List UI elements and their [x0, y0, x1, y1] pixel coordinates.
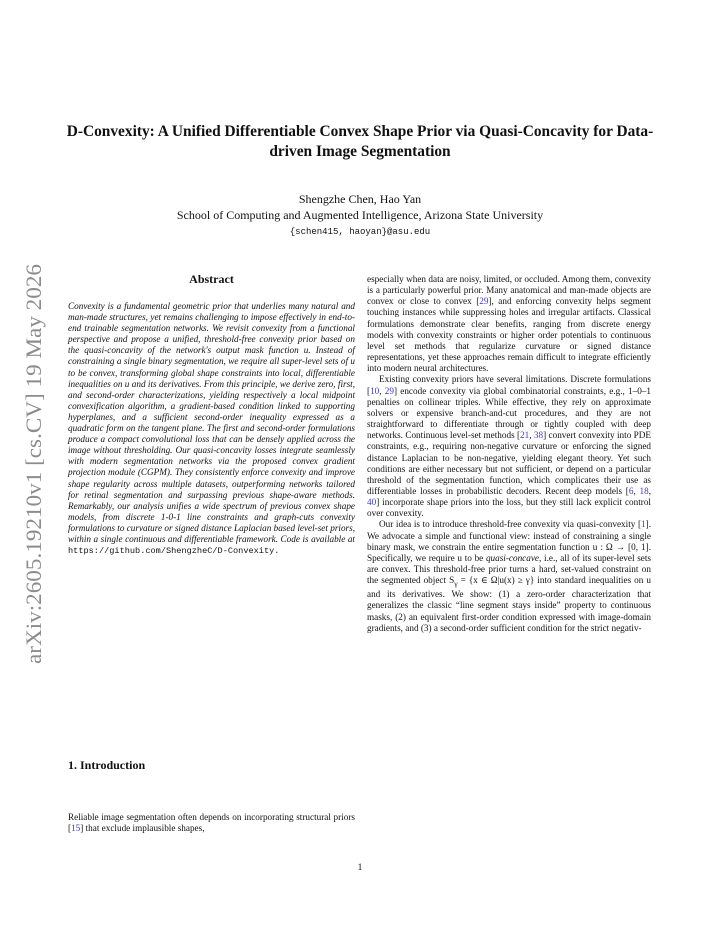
citation-link[interactable]: 1: [641, 519, 646, 530]
body-text: = {x ∈ Ω|u(x) ≥ γ} into standard inequalities on u and its derivatives. We show: (1) a zero-order characterization that generalizes the classic “line segment stays inside” property to continuous masks, (2) an equivalent first-order condition expressed with image-domain gradients, and (3) a second-order sufficient condition for the strict negativ-: [367, 575, 651, 633]
paper-title: D-Convexity: A Unified Differentiable Convex Shape Prior via Quasi-Concavity for Data-driven Image Segmentation: [66, 123, 654, 160]
code-link[interactable]: https://github.com/ShengzheC/D-Convexity.: [68, 546, 280, 557]
citation-link[interactable]: 6: [628, 485, 634, 496]
body-text: ,: [379, 385, 385, 396]
intro-text-part: Reliable image segmentation often depends on incorporating structural priors [: [68, 812, 355, 834]
body-text: ,: [633, 485, 640, 496]
citation-link[interactable]: 21: [520, 430, 530, 441]
citation-link[interactable]: 40: [367, 497, 377, 508]
paper-email: {schen415, haoyan}@asu.edu: [289, 227, 431, 237]
arxiv-stamp-text: arXiv:2605.19210v1 [cs.CV] 19 May 2026: [21, 283, 46, 664]
body-text: ]. We advocate a simple and functional view: instead of constraining a single binary mask, we constrain the entire segmentation function u : Ω → [0, 1]. Specifically, we require u to be: [367, 519, 651, 563]
abstract-text: Convexity is a fundamental geometric prior that underlies many natural and man-made structures, yet remains challenging to impose effectively in end-to-end trainable segmentation networks. We revisit convexity from a functional perspective and propose a unified, threshold-free convexity prior based on the quasi-concavity of the network's output mask function u. Instead of constraining a single binary segmentation, we require all super-level sets of u to be convex, transforming global shape constraints into local, differentiable inequalities on u and its derivatives. From this principle, we derive zero, first, and second-order characterizations, yielding respectively a local midpoint convexification algorithm, a gradient-based condition linked to supporting hyperplanes, and a sufficient second-order inequality expressed as a quadratic form on the tangent plane. The first and second-order formulations produce a compact convolutional loss that can be densely applied across the image without thresholding. Our quasi-concavity losses integrate seamlessly with modern segmentation networks via the proposed convex gradient projection module (CGPM). They consistently enforce convexity and improve shape regularity across multiple datasets, outperforming networks tailored for retinal segmentation and surpassing previous shape-aware methods. Remarkably, our analysis unifies a wide spectrum of previous convex shape models, from discrete 1-0-1 line constraints and graph-cuts convexity formulations to curvature or signed distance Laplacian based level-set priors, within a single continuous and differentiable framework. Code is available at: [68, 301, 355, 544]
left-column: [68, 272, 355, 557]
intro-paragraph: [68, 812, 355, 834]
paper-authors: Shengzhe Chen, Hao Yan: [298, 192, 422, 206]
body-text: especially when data are noisy, limited, or occluded. Among them, convexity is a particularly powerful prior. Many anatomical and man-made objects are convex or close to convex [: [367, 274, 651, 307]
right-paragraph-2: [367, 374, 651, 519]
right-column: [367, 274, 651, 634]
citation-link[interactable]: 18: [639, 485, 649, 496]
right-paragraph-1: [367, 274, 651, 374]
body-text: ] convert convexity into PDE constraints, e.g., requiring non-negative curvature or enforcing the signed distance Laplacian to be non-negative, yielding elegant theory. Yet such conditions are either necessary but not sufficient, or depend on a particular threshold of the segmentation function, which complicates their use as differentiable losses in probabilistic decoders. Recent deep models [: [367, 430, 651, 496]
body-text: ], and enforcing convexity helps segment touching instances while suppressing holes and irregular artifacts. Classical formulations demonstrate clear benefits, ranging from discrete energy models with convexity constraints or higher order potentials to continuous level set methods that regularize curvature or signed distance representations, yet these approaches remain difficult to integrate efficiently into modern neural architectures.: [367, 296, 651, 374]
body-text: , i.e., all of its super-level sets are convex. This threshold-free prior turns a hard, set-valued constraint on the segmented object S: [367, 552, 651, 586]
body-text: Our idea is to introduce threshold-free convexity via quasi-convexity [: [379, 519, 642, 530]
body-text: ,: [529, 430, 534, 441]
citation-link[interactable]: 10: [370, 385, 380, 396]
body-text: ] encode convexity via global combinatorial constraints, e.g., 1–0–1 penalties on collinear triples. While effective, they rely on approximate solvers or expensive branch-and-cut procedures, and they are not straightforward to differentiate through or tightly coupled with deep networks. Continuous level-set methods [: [367, 385, 651, 441]
right-paragraph-3: [367, 519, 651, 633]
page-number: 1: [357, 863, 363, 873]
citation-link[interactable]: 15: [71, 823, 81, 834]
body-text: ] incorporate shape priors into the loss, but they still lack explicit control over convexity.: [367, 497, 651, 519]
arxiv-stamp: [14, 258, 50, 670]
citation-link[interactable]: 38: [533, 430, 544, 441]
citation-link[interactable]: 29: [384, 385, 394, 396]
intro-heading: 1. Introduction: [68, 758, 146, 772]
emphasis-text: quasi-concave: [485, 552, 540, 563]
citation-link[interactable]: 29: [479, 296, 489, 307]
intro-text-part: ] that exclude implausible shapes,: [80, 823, 205, 834]
subscript-text: γ: [454, 579, 458, 589]
abstract-heading: Abstract: [189, 272, 234, 286]
body-text: Existing convexity priors have several limitations. Discrete formulations [: [367, 374, 651, 396]
abstract-body: [68, 301, 355, 557]
paper-affiliation: School of Computing and Augmented Intelligence, Arizona State University: [176, 208, 544, 222]
body-text: ,: [648, 485, 651, 496]
